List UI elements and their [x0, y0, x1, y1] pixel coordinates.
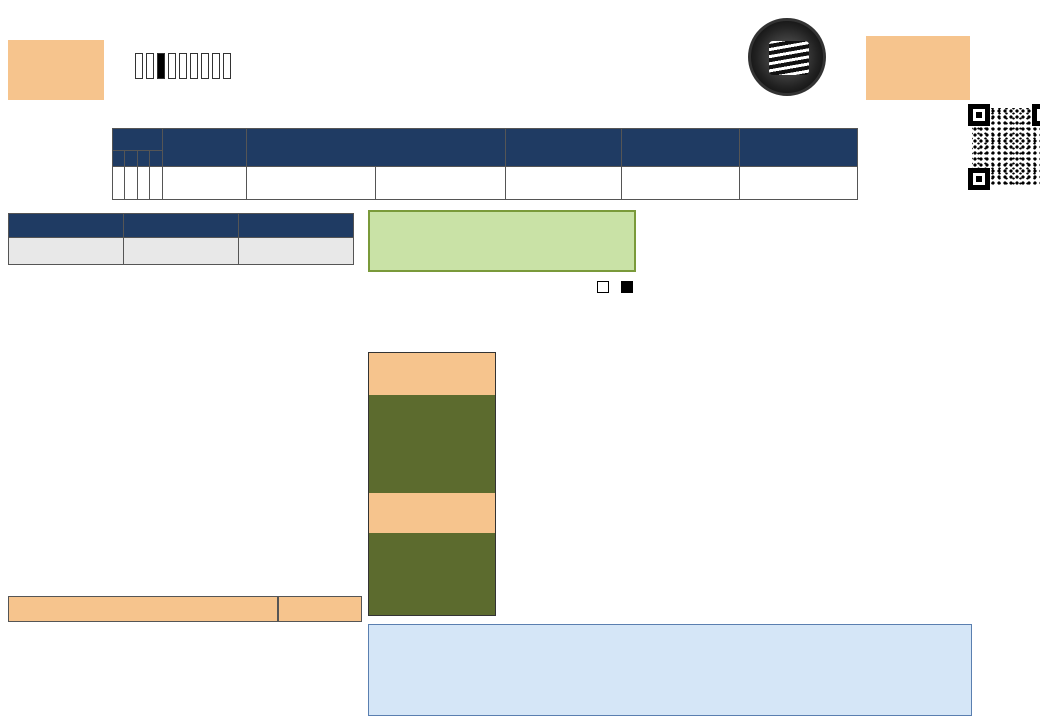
accreditation-logos — [132, 46, 492, 86]
place-production-value — [150, 167, 162, 200]
test-date — [124, 238, 239, 265]
sieve-chart-svg — [640, 208, 960, 342]
naci-logo — [190, 53, 198, 79]
col-place — [113, 129, 163, 151]
place-market-value — [137, 167, 149, 200]
sampling-date — [239, 238, 354, 265]
col-unit — [622, 129, 740, 167]
standard-value — [162, 167, 246, 200]
explanations — [368, 276, 636, 344]
issue-date-label — [9, 214, 124, 238]
dates-table — [8, 213, 354, 265]
col-standard — [162, 129, 246, 167]
sampling-date-label — [239, 214, 354, 238]
checkbox-not — [597, 281, 609, 293]
interpretation-cell — [8, 596, 278, 622]
test-date-label — [124, 214, 239, 238]
sample-no-value — [376, 167, 506, 200]
info-table — [112, 128, 858, 200]
grade-cell — [278, 596, 362, 622]
unit-value — [622, 167, 740, 200]
product-value — [740, 167, 858, 200]
iso-logo — [157, 53, 165, 79]
col-product — [740, 129, 858, 167]
place-other-value — [113, 167, 125, 200]
tests-table — [8, 279, 362, 595]
sample-code-value — [246, 167, 376, 200]
interpretation-row — [8, 596, 362, 622]
applicant-value — [506, 167, 622, 200]
qms-logo — [135, 53, 143, 79]
place-warehouse — [125, 151, 137, 167]
right-side-box — [866, 36, 970, 100]
lab-logo — [748, 18, 826, 96]
checkbox-has — [621, 281, 633, 293]
place-warehouse-value — [125, 167, 137, 200]
notes-box — [368, 624, 972, 716]
left-side-box — [8, 40, 104, 100]
place-other — [113, 151, 125, 167]
atcal-logo — [179, 53, 187, 79]
result-banner — [368, 210, 636, 272]
iso17025-logo — [168, 53, 176, 79]
left-qr-code[interactable] — [968, 104, 1040, 190]
sieve-table — [506, 338, 966, 474]
col-applicant — [506, 129, 622, 167]
place-market — [137, 151, 149, 167]
ukas-logo — [201, 53, 209, 79]
signatures — [8, 628, 360, 678]
iran-logo — [212, 53, 220, 79]
place-production — [150, 151, 162, 167]
score-table — [506, 480, 972, 616]
col-sample-no — [246, 129, 505, 167]
quality-label — [369, 493, 495, 533]
points-label — [369, 353, 495, 395]
sieve-chart — [640, 208, 960, 342]
cert-logo — [146, 53, 154, 79]
issue-date — [9, 238, 124, 265]
lab-logo-small — [223, 53, 231, 79]
points-panel — [368, 352, 496, 616]
